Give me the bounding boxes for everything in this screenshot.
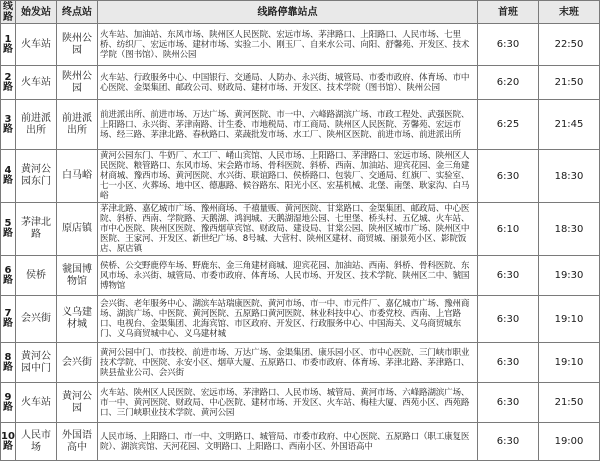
end-station: 前进派出所 — [57, 100, 98, 150]
start-station: 黄河公园中门 — [16, 343, 57, 383]
end-station: 虢国博物馆 — [57, 256, 98, 296]
route-number: 5路 — [1, 203, 16, 256]
start-station: 侯桥 — [16, 256, 57, 296]
first-bus-time: 6:10 — [478, 203, 539, 256]
header-first-bus: 首班 — [478, 1, 539, 24]
header-stops: 线路停靠站点 — [98, 1, 478, 24]
route-stops: 火车站、行政服务中心、中国银行、交通局、人防办、永兴街、城管局、市委市政府、体育场、市中心医院、金渠集团、邮政公司、财政局、建材市场、开发区、技术学院（图书馆）、陕州公园 — [98, 66, 478, 100]
last-bus-time: 19:10 — [539, 296, 600, 343]
route-number: 4路 — [1, 150, 16, 203]
route-number: 9路 — [1, 383, 16, 423]
route-number: 6路 — [1, 256, 16, 296]
first-bus-time: 6:30 — [478, 256, 539, 296]
last-bus-time: 21:50 — [539, 383, 600, 423]
header-start-station: 始发站 — [16, 1, 57, 24]
route-stops: 前进派出所、前进市场、万达广场、黄河医院、市一中、六峰路湖滨广场、市政工程处、武强医院、上阳路口、永兴街、茅津南路、计生委、市地税局、市工商局、陕州区人民医院、芳馨苑、宏远市场、经三路、茅津北路、春秋路口、菜蔬批发市场、水工厂、陕州区医院、前进市场、前进派出所 — [98, 100, 478, 150]
table-row — [1, 100, 600, 150]
first-bus-time: 6:30 — [478, 383, 539, 423]
table-row — [1, 150, 600, 203]
start-station: 火车站 — [16, 383, 57, 423]
route-number: 10路 — [1, 423, 16, 461]
route-number: 7路 — [1, 296, 16, 343]
table-row — [1, 296, 600, 343]
table-row — [1, 383, 600, 423]
first-bus-time: 6:30 — [478, 343, 539, 383]
last-bus-time: 22:50 — [539, 24, 600, 66]
last-bus-time: 21:50 — [539, 66, 600, 100]
route-stops: 黄河公园中门、市技校、前进市场、万达广场、金渠集团、康乐园小区、市中心医院、三门峡市职业技术学院、中医院、永安小区、烟草大厦、五原路口、市委市政府、体育场、茅津北路、茅津路口、陕县盐业公司、会兴街 — [98, 343, 478, 383]
route-stops: 人民市场、上阳路口、市一中、文明路口、城管局、市委市政府、中心医院、五原路口（职工康复医院）、湖滨宾馆、天河花园、文明路口、上阳路口、西南小区、外国语高中 — [98, 423, 478, 461]
first-bus-time: 6:30 — [478, 423, 539, 461]
end-station: 义乌建材城 — [57, 296, 98, 343]
last-bus-time: 19:30 — [539, 256, 600, 296]
table-row — [1, 66, 600, 100]
header-route: 线路 — [1, 1, 16, 24]
end-station: 陕州公园 — [57, 66, 98, 100]
end-station: 外国语高中 — [57, 423, 98, 461]
end-station: 黄河公园 — [57, 383, 98, 423]
route-stops: 会兴街、老年服务中心、湖滨车站瑞康医院、黄河市场、市一中、市元件厂、嘉亿城市广场、豫州商场、湖滨广场、中医院、黄河医院、五原路口黄河医院、林业科技中心、市委党校、西南、上官路口、电视台、金渠集团、北海宾馆、市区政府、开发区、行政服务中心、中国海关、义乌商贸城东门、义乌商贸城中心、义乌建材城 — [98, 296, 478, 343]
header-row — [1, 1, 600, 24]
first-bus-time: 6:30 — [478, 296, 539, 343]
first-bus-time: 6:30 — [478, 24, 539, 66]
start-station: 茅津北路 — [16, 203, 57, 256]
last-bus-time: 18:30 — [539, 150, 600, 203]
first-bus-time: 6:25 — [478, 100, 539, 150]
table-row — [1, 203, 600, 256]
first-bus-time: 6:20 — [478, 66, 539, 100]
end-station: 陕州公园 — [57, 24, 98, 66]
start-station: 黄河公园东门 — [16, 150, 57, 203]
table-row — [1, 256, 600, 296]
route-stops: 火车站、陕州区人民医院、宏远市场、茅津路口、人民市场、城管局、黄河市场、六峰路湖滨广场、市一中、黄河医院、财政局、中心医院、建材市场、开发区、火车站、梅桂大厦、西苑小区、西苑路口、三门峡职业技术学院、黄河公园 — [98, 383, 478, 423]
route-stops: 火车站、加油站、东风市场、陕州区人民医院、宏远市场、茅津路口、上阳路口、人民市场、七里桥、纺织厂、宏远市场、建材市场、实验二小、刚玉厂、自来水公司、向阳、舒馨苑、开发区、技术学院（图书馆）、陕州公园 — [98, 24, 478, 66]
route-number: 1路 — [1, 24, 16, 66]
route-stops: 茅津北路、嘉亿城市广场、豫州商场、千禧量贩、黄河医院、甘棠路口、金渠集团、邮政局、中心医院、斜桥、西南、学院路、天鹅湖、鸿润城、天鹅湖湿地公园、七里堡、桥头村、五亿城、火车站、市中心医院、陕州区医院、豫西烟草宾馆、财政局、建设局、甘棠公园、陕州区城市广场、陕州区中医院、王家河、开发区、新世纪广场、8号城、大营村、陕州区建材、商贸城、丽景苑小区、影院饭店、原店镇 — [98, 203, 478, 256]
last-bus-time: 19:10 — [539, 343, 600, 383]
route-number: 3路 — [1, 100, 16, 150]
route-stops: 侯桥、公交野鹿停车场、野鹿东、金三角建材商城、迎宾花园、加油站、西南、斜桥、骨科医院、东风市场、永兴街、城管局、市委市政府、体育场、人民市场、开发区、技术学院、陕州区二中、虢国博物馆 — [98, 256, 478, 296]
end-station: 原店镇 — [57, 203, 98, 256]
end-station: 白马峪 — [57, 150, 98, 203]
end-station: 会兴街 — [57, 343, 98, 383]
route-number: 2路 — [1, 66, 16, 100]
header-end-station: 终点站 — [57, 1, 98, 24]
header-last-bus: 末班 — [539, 1, 600, 24]
start-station: 会兴街 — [16, 296, 57, 343]
route-number: 8路 — [1, 343, 16, 383]
table-row — [1, 24, 600, 66]
last-bus-time: 18:30 — [539, 203, 600, 256]
last-bus-time: 21:45 — [539, 100, 600, 150]
last-bus-time: 19:00 — [539, 423, 600, 461]
start-station: 火车站 — [16, 66, 57, 100]
start-station: 人民市场 — [16, 423, 57, 461]
first-bus-time: 6:30 — [478, 150, 539, 203]
start-station: 火车站 — [16, 24, 57, 66]
route-stops: 黄河公园东门、牛奶厂、水工厂、崤山宾馆、人民市场、上阳路口、茅津路口、宏远市场、陕州区人民医院、粮管路口、东风市场、宋会路市场、骨科医院、斜桥、西南、加油站、迎宾花园、金三角建材商城、豫西市场、黄河医院、水兴街、联谊路口、侯桥路口、包装厂、交通局、红旗厂、实验室、七一小区、火葬场、地中区、德惠路、候谷路东、阳光小区、宏基机械、北堡、南堡、耿家沟、白马峪 — [98, 150, 478, 203]
start-station: 前进派出所 — [16, 100, 57, 150]
table-row — [1, 343, 600, 383]
